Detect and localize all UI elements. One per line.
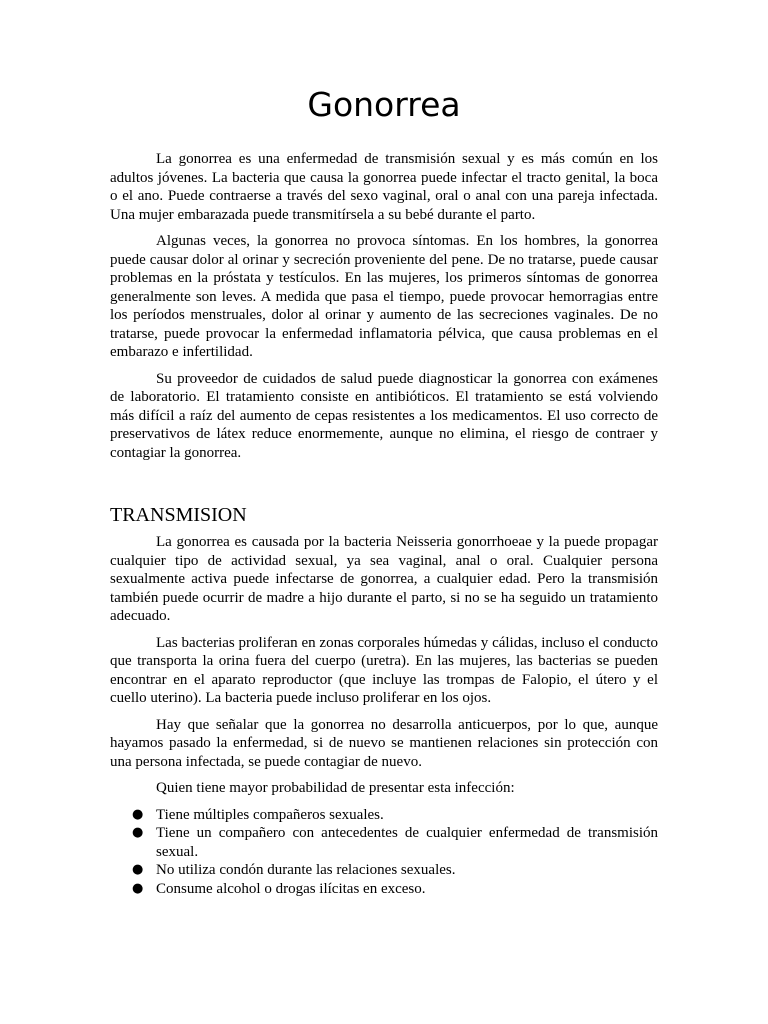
section-heading-transmision: TRANSMISION [110, 504, 247, 526]
transmision-paragraph-2: Las bacterias proliferan en zonas corporales húmedas y cálidas, incluso el conducto que transporta la orina fuera del cuerpo (uretra). En las mujeres, las bacterias se pueden encontrar en el aparato reproductor (que incluye las trompas de Falopio, el útero y el cuello uterino). La bacteria puede incluso proliferar en los ojos. [110, 634, 658, 706]
list-item-text: Tiene un compañero con antecedentes de cualquier enfermedad de transmisión sexual. [156, 825, 658, 860]
risk-factors-list [110, 806, 658, 899]
list-item [110, 824, 658, 861]
bullet-icon: ● [132, 806, 144, 822]
bullet-icon: ● [132, 880, 144, 896]
list-item [110, 806, 658, 825]
bullet-icon: ● [132, 862, 144, 877]
list-item [110, 861, 658, 880]
list-item-text: Tiene múltiples compañeros sexuales. [156, 806, 384, 823]
transmision-paragraph-3: Hay que señalar que la gonorrea no desarrolla anticuerpos, por lo que, aunque hayamos pasado la enfermedad, si de nuevo se mantienen relaciones sin protección con una persona infectada, se puede contagiar de nuevo. [110, 716, 658, 770]
risk-intro-paragraph: Quien tiene mayor probabilidad de presentar esta infección: [156, 780, 515, 796]
intro-paragraph-1: La gonorrea es una enfermedad de transmisión sexual y es más común en los adultos jóvenes. La bacteria que causa la gonorrea puede infectar el tracto genital, la boca o el ano. Puede contraerse a través del sexo vaginal, oral o anal con una pareja infectada. Una mujer embarazada puede transmitírsela a su bebé durante el parto. [110, 151, 658, 223]
list-item [110, 880, 658, 899]
intro-paragraph-3: Su proveedor de cuidados de salud puede diagnosticar la gonorrea con exámenes de laboratorio. El tratamiento consiste en antibióticos. El tratamiento se está volviendo más difícil a raíz del aumento de cepas resistentes a los medicamentos. El uso correcto de preservativos de látex reduce enormemente, aunque no elimina, el riesgo de contraer y contagiar la gonorrea. [110, 370, 658, 461]
intro-paragraph-2: Algunas veces, la gonorrea no provoca síntomas. En los hombres, la gonorrea puede causar dolor al orinar y secreción proveniente del pene. De no tratarse, puede causar problemas en la próstata y testículos. En las mujeres, los primeros síntomas de gonorrea generalmente son leves. A medida que pasa el tiempo, puede provocar hemorragias entre los períodos menstruales, dolor al orinar y aumento de las secreciones vaginales. De no tratarse, puede provocar la enfermedad inflamatoria pélvica, que causa problemas en el embarazo e infertilidad. [110, 233, 658, 360]
transmision-paragraph-1: La gonorrea es causada por la bacteria Neisseria gonorrhoeae y la puede propagar cualquier tipo de actividad sexual, ya sea vaginal, anal o oral. Cualquier persona sexualmente activa puede infectarse de gonorrea, a cualquier edad. Pero la transmisión también puede ocurrir de madre a hijo durante el parto, si no se ha seguido un tratamiento adecuado. [110, 534, 658, 624]
list-item-text: Consume alcohol o drogas ilícitas en exceso. [156, 880, 426, 897]
document-body [110, 80, 658, 898]
list-item-text: No utiliza condón durante las relaciones sexuales. [156, 862, 456, 878]
bullet-icon: ● [132, 825, 144, 840]
document-title: Gonorrea [307, 85, 461, 124]
